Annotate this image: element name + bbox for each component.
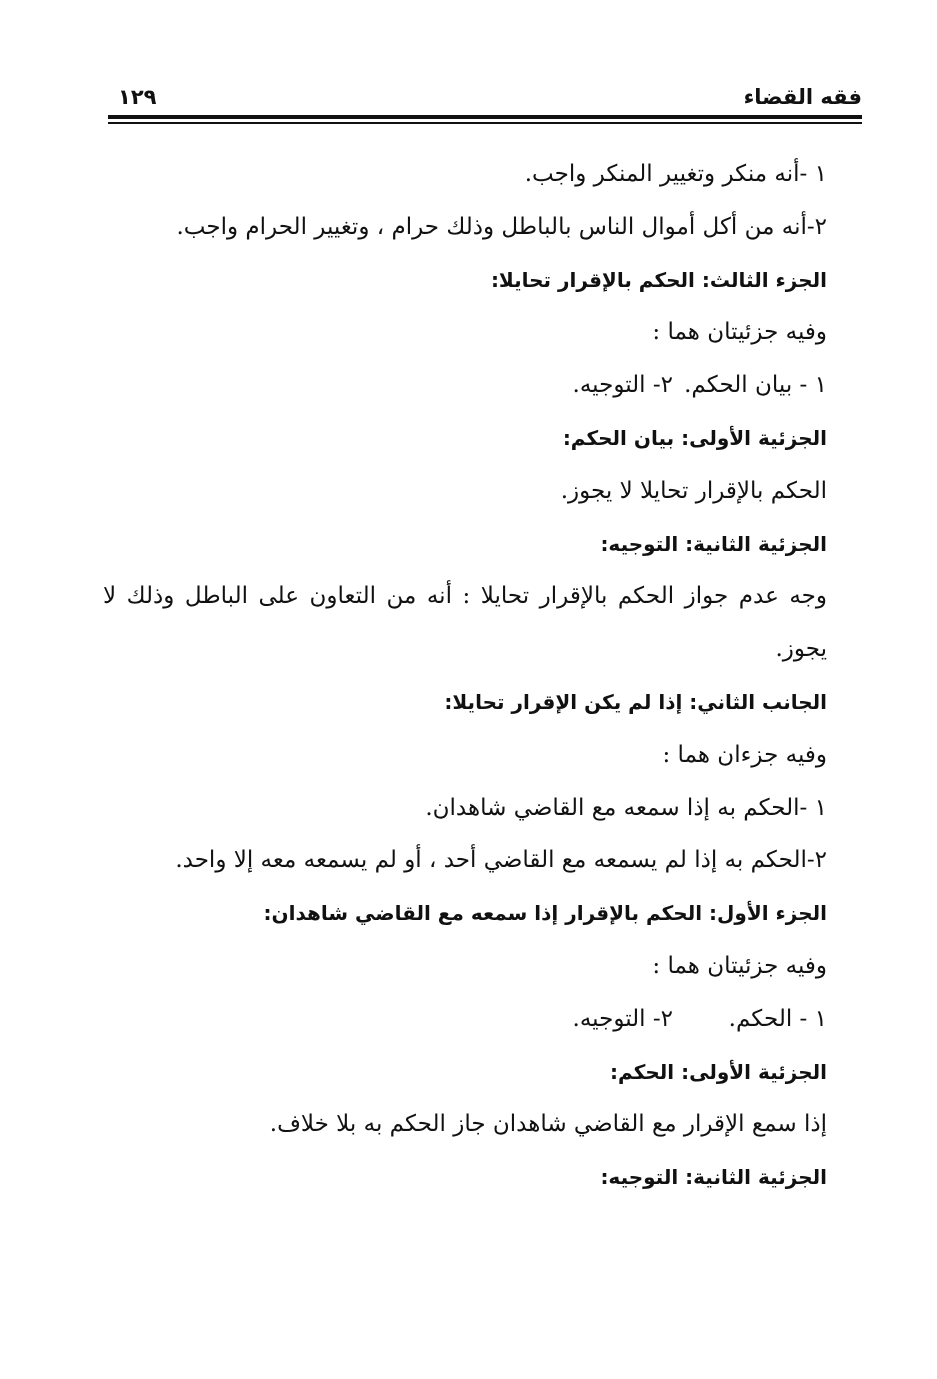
list-item-part-2: ٢-الحكم به إذا لم يسمعه مع القاضي أحد ، أو لم يسمعه معه إلا واحد. — [175, 847, 827, 874]
section-heading-part-1: الجزء الأول: الحكم بالإقرار إذا سمعه مع القاضي شاهدان: — [263, 901, 827, 926]
intro-sentence: وفيه جزئيتان هما : — [652, 952, 827, 979]
intro-sentence: وفيه جزئيتان هما : — [652, 319, 827, 346]
paragraph: إذا سمع الإقرار مع القاضي شاهدان جاز الحكم به بلا خلاف. — [269, 1111, 827, 1138]
two-item-list-item-2: ٢- التوجيه. — [572, 372, 673, 399]
page-number: ١٢٩ — [118, 85, 157, 109]
two-item-list — [103, 359, 827, 412]
list-item-reason-1: ١ -أنه منكر وتغيير المنكر واجب. — [524, 161, 827, 187]
section-heading-side-2: الجانب الثاني: إذا لم يكن الإقرار تحايلا: — [444, 689, 827, 714]
subsection-heading: الجزئية الأولى: الحكم: — [610, 1059, 827, 1084]
body-text — [103, 148, 827, 1204]
header-rule-thick — [108, 115, 862, 119]
list-item-reason-2: ٢-أنه من أكل أموال الناس بالباطل وذلك حرام ، وتغيير الحرام واجب. — [176, 213, 827, 240]
two-item-list-item-1: ١ - بيان الحكم. — [684, 372, 827, 399]
subsection-heading: الجزئية الأولى: بيان الحكم: — [562, 425, 827, 450]
running-header — [108, 82, 862, 112]
two-item-list-item-2: ٢- التوجيه. — [572, 1005, 673, 1032]
paragraph: الحكم بالإقرار تحايلا لا يجوز. — [560, 477, 827, 504]
intro-sentence: وفيه جزءان هما : — [662, 741, 827, 768]
paragraph-line-end: يجوز. — [775, 636, 827, 663]
paragraph-line: وجه عدم جواز الحكم بالإقرار تحايلا : أنه من التعاون على الباطل وذلك لا — [103, 583, 827, 610]
header-rule-thin — [108, 122, 862, 124]
running-header-title: فقه القضاء — [743, 85, 862, 109]
subsection-heading: الجزئية الثانية: التوجيه: — [600, 1165, 827, 1190]
two-item-list — [103, 993, 827, 1046]
section-heading-part-3: الجزء الثالث: الحكم بالإقرار تحايلا: — [490, 267, 827, 292]
subsection-heading: الجزئية الثانية: التوجيه: — [600, 531, 827, 556]
two-item-list-item-1: ١ - الحكم. — [728, 1005, 827, 1032]
list-item-part-1: ١ -الحكم به إذا سمعه مع القاضي شاهدان. — [425, 794, 827, 821]
